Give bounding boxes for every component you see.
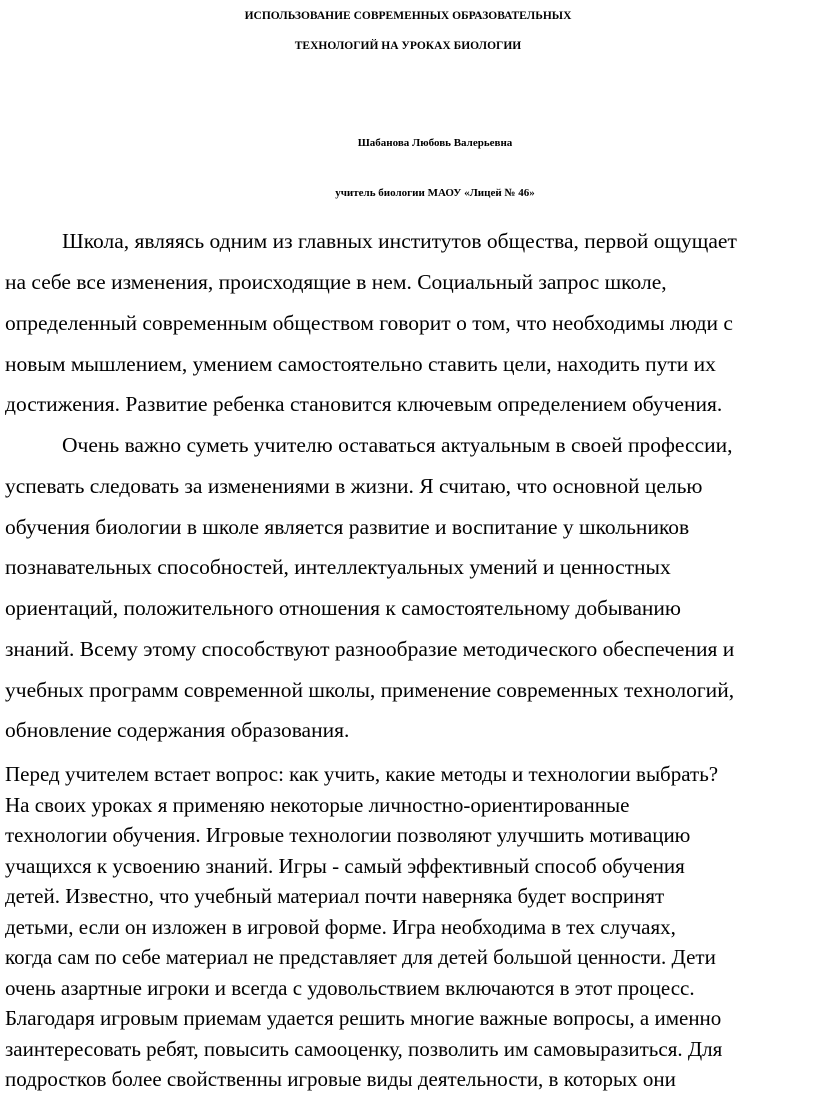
body-line: очень азартные игроки и всегда с удовольствием включаются в этот процесс. bbox=[5, 976, 695, 1000]
body-line: детьми, если он изложен в игровой форме. Игра необходима в тех случаях, bbox=[5, 915, 676, 939]
body-line: Перед учителем встает вопрос: как учить, какие методы и технологии выбрать? bbox=[5, 762, 719, 786]
author-name: Шабанова Любовь Валерьевна bbox=[357, 137, 513, 149]
body-line: подростков более свойственны игровые виды деятельности, в которых они bbox=[5, 1067, 676, 1091]
body-line: на себе все изменения, происходящие в нем. Социальный запрос школе, bbox=[5, 270, 667, 294]
body-line: Очень важно суметь учителю оставаться актуальным в своей профессии, bbox=[62, 433, 733, 457]
body-line: заинтересовать ребят, повысить самооценку, позволить им самовыразиться. Для bbox=[5, 1037, 723, 1061]
body-line: познавательных способностей, интеллектуальных умений и ценностных bbox=[5, 555, 671, 579]
body-line: учебных программ современной школы, применение современных технологий, bbox=[5, 678, 735, 702]
author-position: учитель биологии МАОУ «Лицей № 46» bbox=[335, 187, 535, 199]
body-line: обучения биологии в школе является развитие и воспитание у школьников bbox=[5, 515, 690, 539]
body-line: детей. Известно, что учебный материал почти наверняка будет воспринят bbox=[5, 884, 665, 908]
body-line: достижения. Развитие ребенка становится ключевым определением обучения. bbox=[5, 392, 723, 416]
body-line: Школа, являясь одним из главных институтов общества, первой ощущает bbox=[62, 229, 737, 253]
body-line: ориентаций, положительного отношения к самостоятельному добыванию bbox=[5, 596, 681, 620]
body-line: обновление содержания образования. bbox=[5, 718, 350, 742]
body-line: новым мышлением, умением самостоятельно ставить цели, находить пути их bbox=[5, 352, 716, 376]
body-line: определенный современным обществом говорит о том, что необходимы люди с bbox=[5, 311, 733, 335]
body-line: технологии обучения. Игровые технологии позволяют улучшить мотивацию bbox=[5, 823, 691, 847]
title-line-2: ТЕХНОЛОГИЙ НА УРОКАХ БИОЛОГИИ bbox=[294, 40, 522, 52]
body-line: успевать следовать за изменениями в жизни. Я считаю, что основной целью bbox=[5, 474, 703, 498]
body-line: На своих уроках я применяю некоторые личностно-ориентированные bbox=[5, 793, 630, 817]
title-line-1: ИСПОЛЬЗОВАНИЕ СОВРЕМЕННЫХ ОБРАЗОВАТЕЛЬНЫХ bbox=[244, 10, 572, 22]
body-line: знаний. Всему этому способствуют разнообразие методического обеспечения и bbox=[5, 637, 735, 661]
body-line: Благодаря игровым приемам удается решить многие важные вопросы, а именно bbox=[5, 1006, 722, 1030]
body-line: учащихся к усвоению знаний. Игры - самый эффективный способ обучения bbox=[5, 854, 685, 878]
body-line: когда сам по себе материал не представляет для детей большой ценности. Дети bbox=[5, 945, 716, 969]
